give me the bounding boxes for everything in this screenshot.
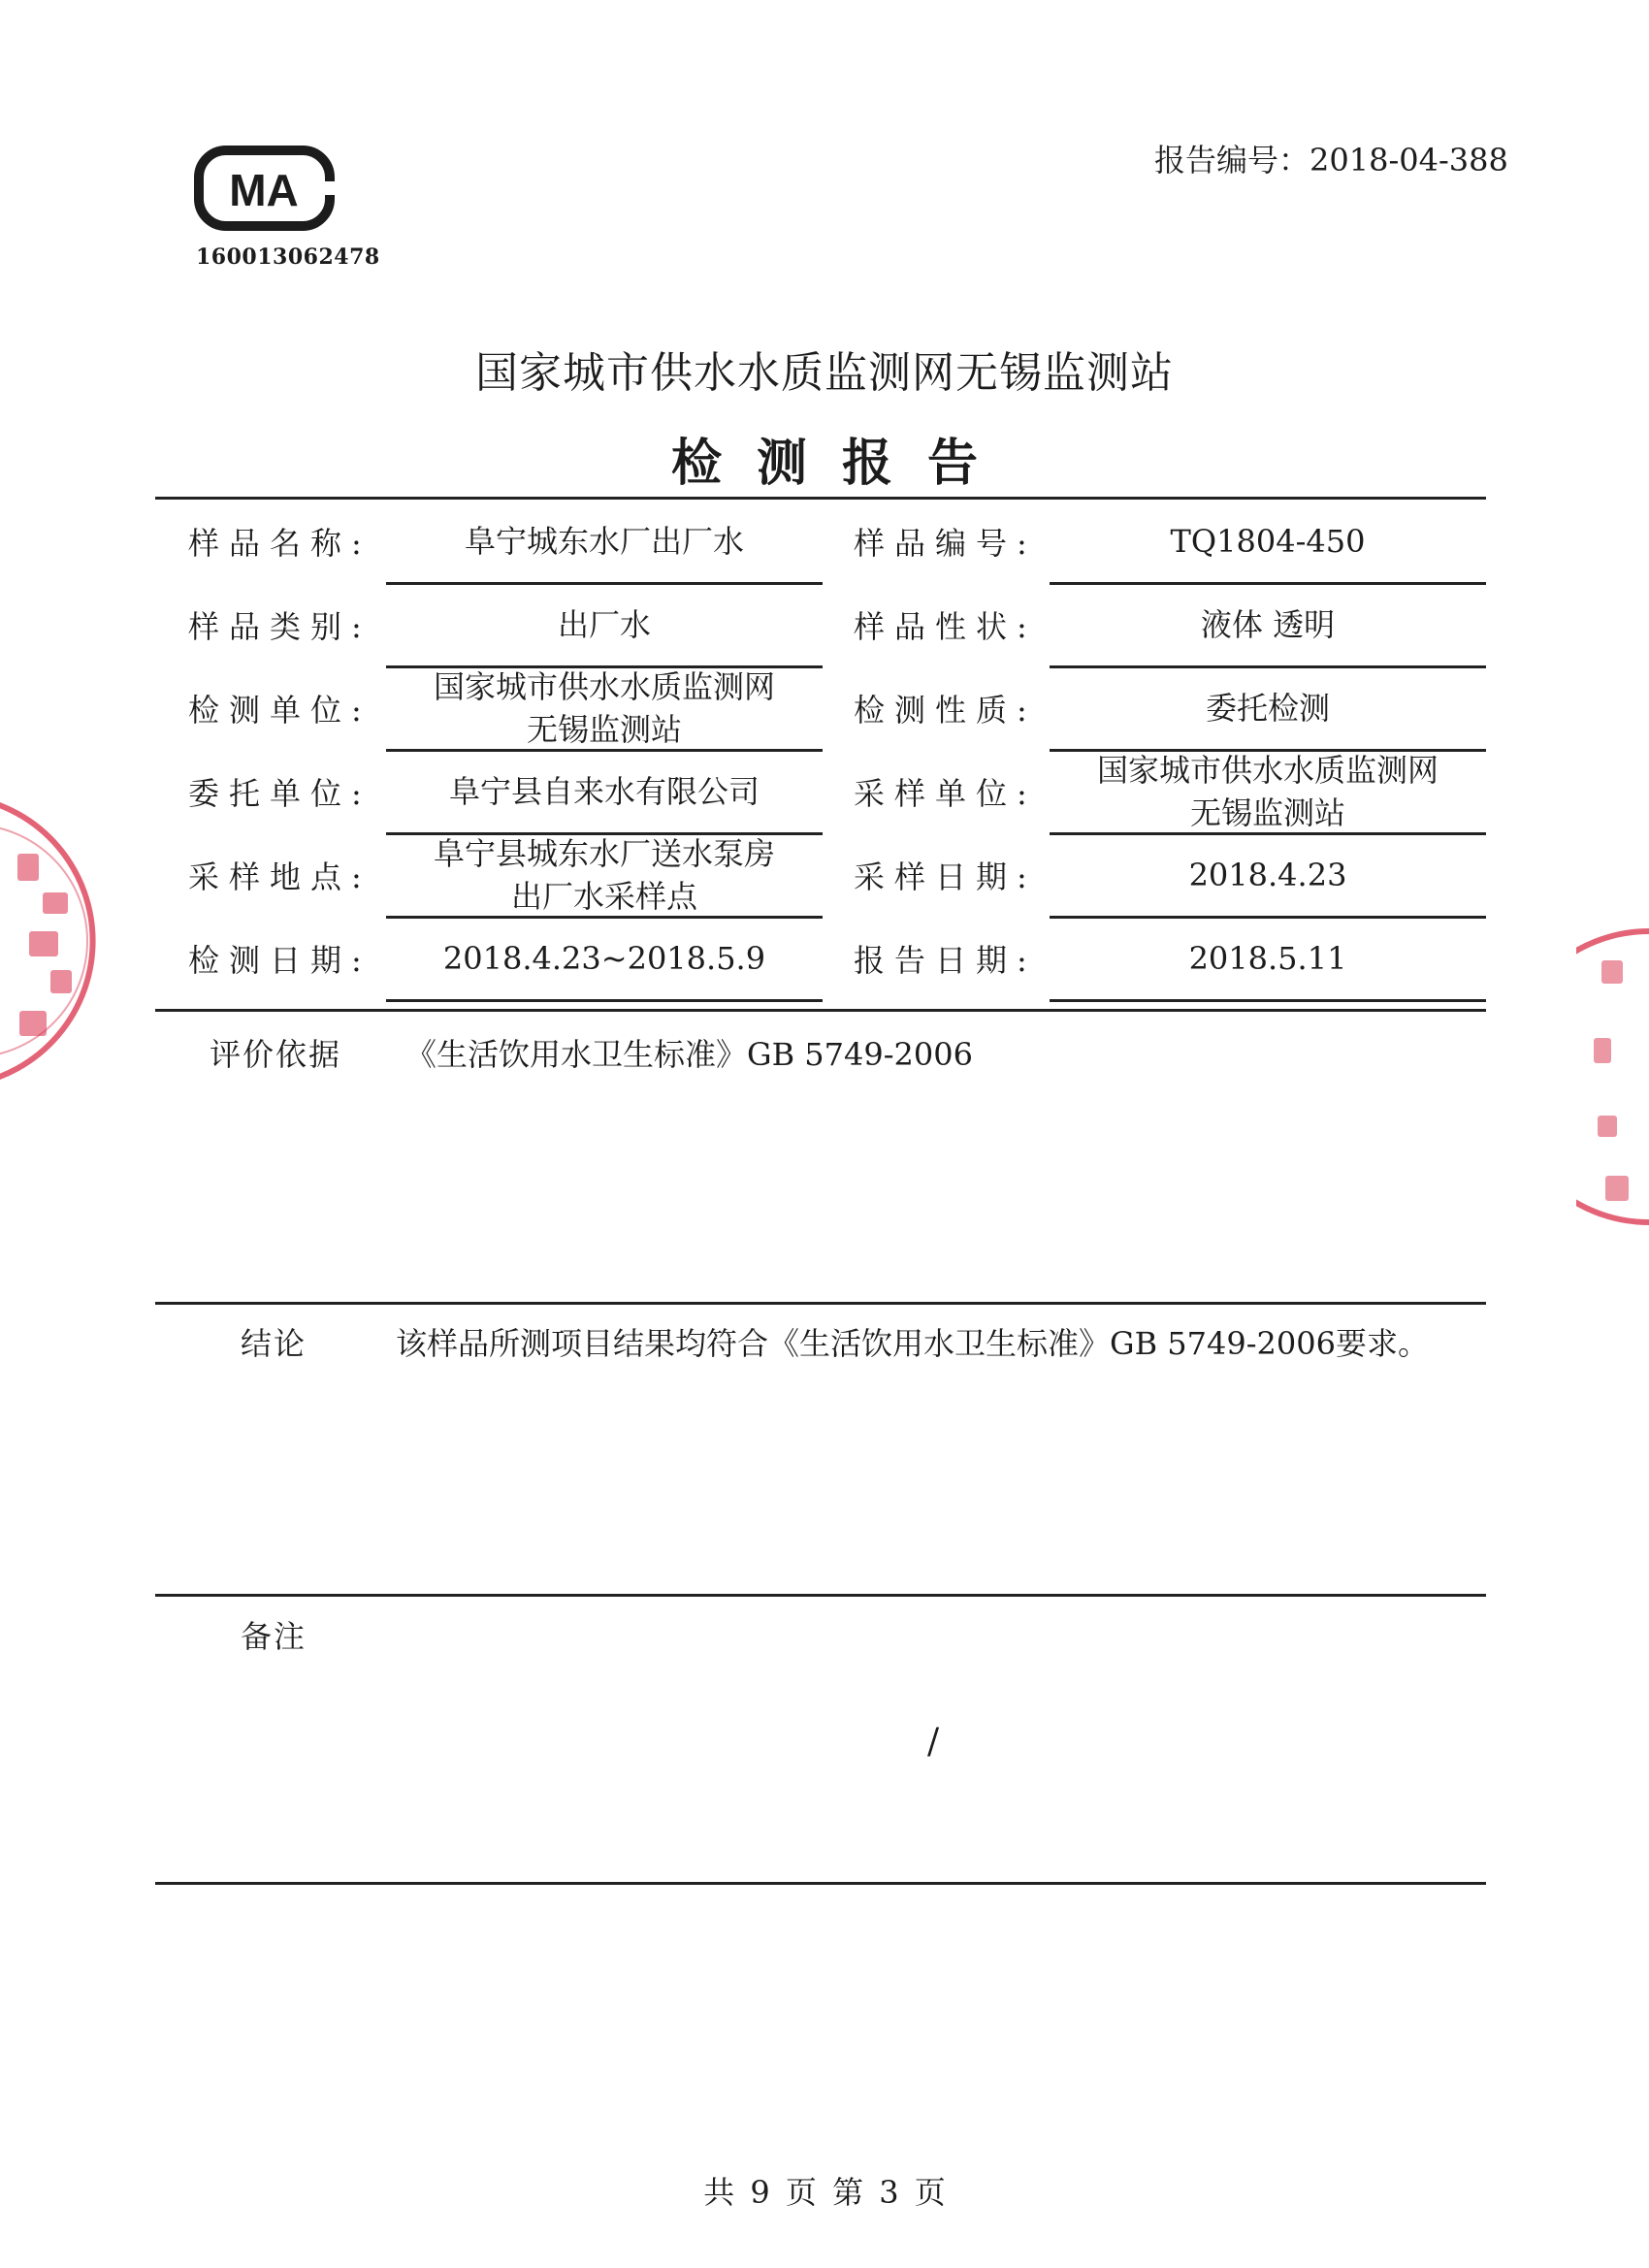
- remarks-bottom-rule: [155, 1882, 1486, 1885]
- sampling-unit-value: 国家城市供水水质监测网 无锡监测站: [1050, 751, 1486, 835]
- conclusion-text: 该样品所测项目结果均符合《生活饮用水卫生标准》GB 5749-2006要求。: [396, 1325, 1429, 1362]
- ma-certification-logo: [194, 141, 340, 238]
- table-bottom-rule: [155, 1009, 1486, 1012]
- testing-date-label: 检测日期:: [188, 942, 372, 979]
- sample-category-value: 出厂水: [386, 584, 823, 668]
- sample-number-value: TQ1804-450: [1050, 501, 1486, 585]
- remarks-text: /: [927, 1722, 940, 1762]
- sample-number-label: 样品编号:: [854, 525, 1037, 562]
- testing-nature-value: 委托检测: [1050, 667, 1486, 752]
- client-unit-label: 委托单位:: [188, 775, 372, 812]
- sampling-location-value: 阜宁县城东水厂送水泵房 出厂水采样点: [386, 834, 823, 919]
- client-unit-value: 阜宁县自来水有限公司: [386, 751, 823, 835]
- report-date-value: 2018.5.11: [1050, 918, 1486, 1002]
- sampling-unit-label: 采样单位:: [854, 775, 1037, 812]
- evaluation-label: 评价依据: [210, 1036, 342, 1073]
- table-top-rule: [155, 497, 1486, 500]
- remarks-label: 备注: [241, 1618, 307, 1655]
- sample-name-value: 阜宁城东水厂出厂水: [386, 501, 823, 585]
- page-info: 共 9 页 第 3 页: [703, 2174, 946, 2211]
- conclusion-label: 结论: [241, 1325, 307, 1362]
- report-date-label: 报告日期:: [854, 942, 1037, 979]
- svg-text:MA: MA: [229, 165, 299, 215]
- report-number: 报告编号：2018-04-388: [1154, 142, 1508, 178]
- left-seal-stamp: [0, 786, 126, 1096]
- certification-number: 160013062478: [196, 244, 380, 270]
- conclusion-divider: [155, 1594, 1486, 1597]
- sampling-date-value: 2018.4.23: [1050, 834, 1486, 919]
- evaluation-divider: [155, 1302, 1486, 1305]
- document-title: 检测报告: [670, 434, 1013, 493]
- sample-category-label: 样品类别:: [188, 608, 372, 645]
- evaluation-text: 《生活饮用水卫生标准》GB 5749-2006: [405, 1036, 973, 1073]
- sampling-date-label: 采样日期:: [854, 859, 1037, 895]
- organization-title: 国家城市供水水质监测网无锡监测站: [475, 348, 1174, 398]
- testing-date-value: 2018.4.23~2018.5.9: [386, 918, 823, 1002]
- sample-name-label: 样品名称:: [188, 525, 372, 562]
- testing-unit-value: 国家城市供水水质监测网 无锡监测站: [386, 667, 823, 752]
- sampling-location-label: 采样地点:: [188, 859, 372, 895]
- sample-property-label: 样品性状:: [854, 608, 1037, 645]
- testing-unit-label: 检测单位:: [188, 692, 372, 729]
- sample-property-value: 液体 透明: [1050, 584, 1486, 668]
- right-seal-stamp: [1576, 922, 1649, 1232]
- testing-nature-label: 检测性质:: [854, 692, 1037, 729]
